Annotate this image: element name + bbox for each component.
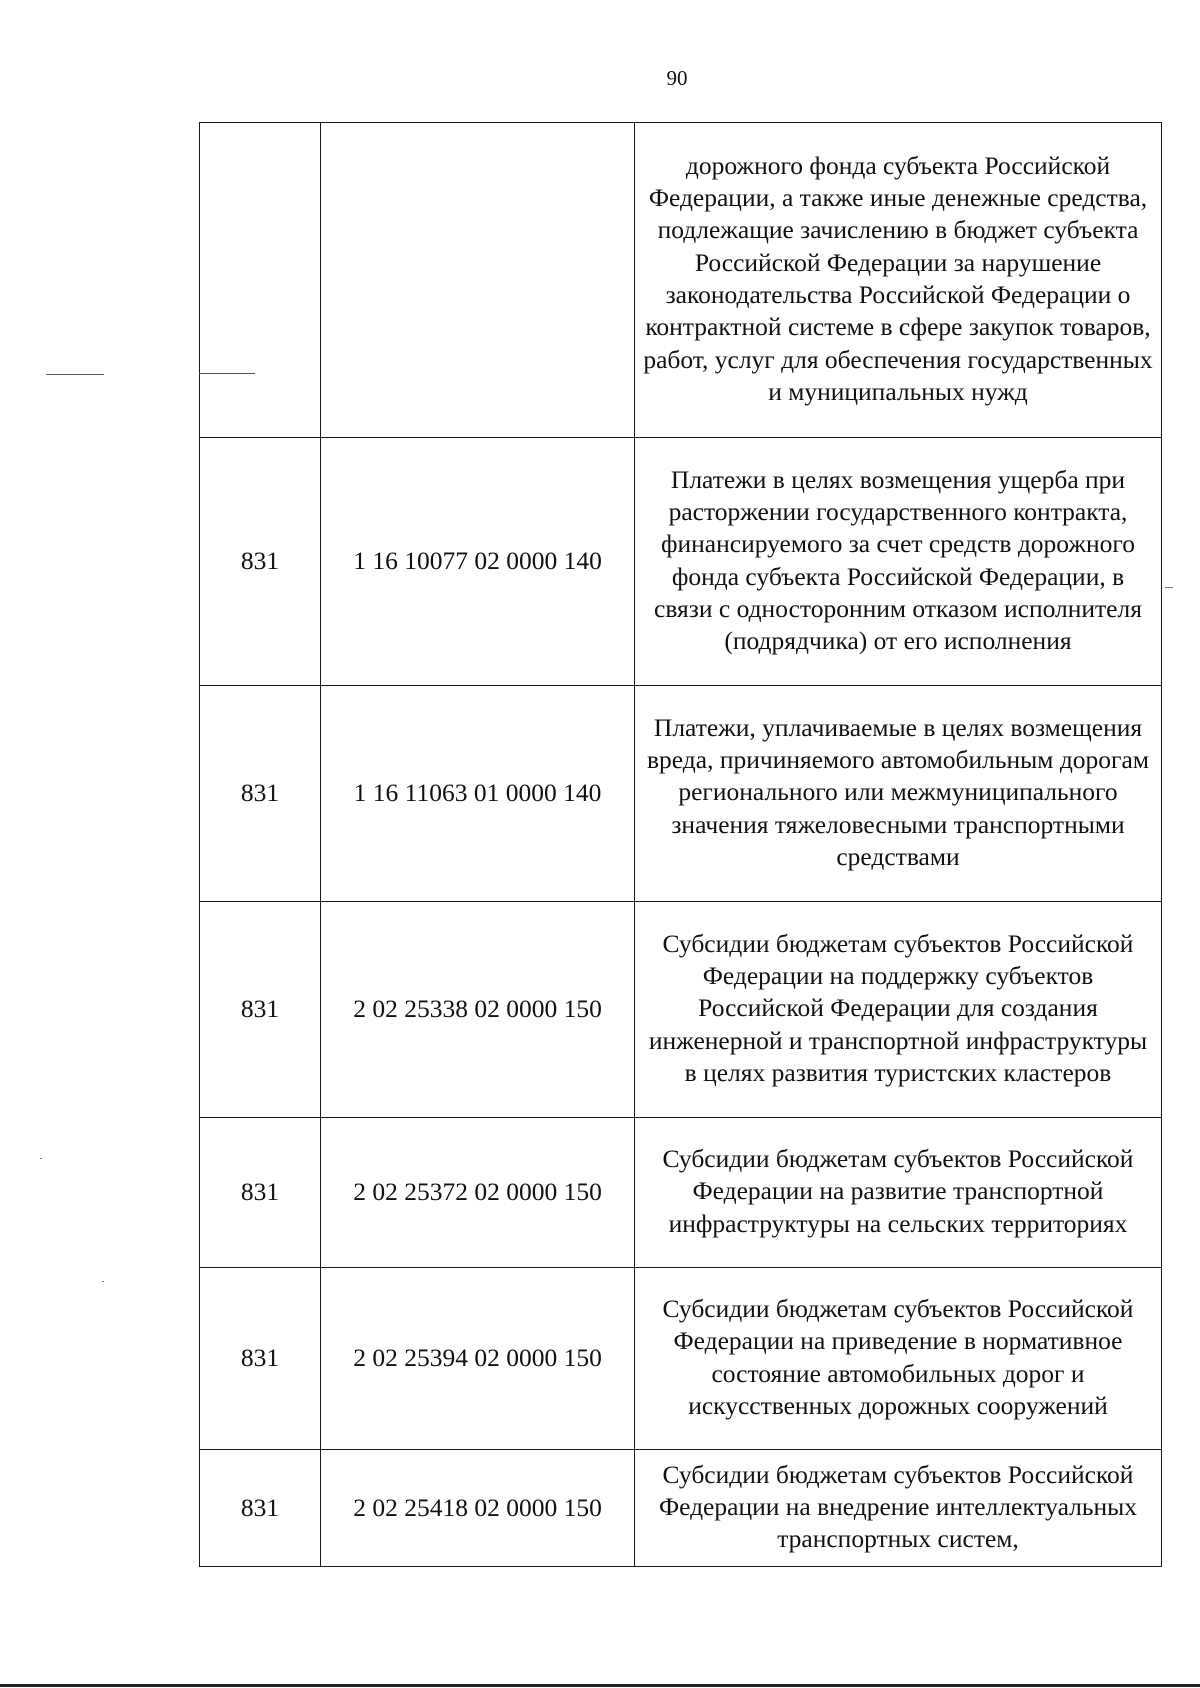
income-name-cell: Платежи, уплачиваемые в целях возмещения вреда, причиняемого автомобильным дорогам регионального или межмуниципального значения тяжеловесными транспортными средствами bbox=[635, 686, 1162, 902]
scan-artifact-line bbox=[199, 373, 255, 374]
budget-code-cell: 2 02 25418 02 0000 150 bbox=[321, 1450, 635, 1567]
income-name-cell: Субсидии бюджетам субъектов Российской Федерации на развитие транспортной инфраструктуры на сельских территориях bbox=[635, 1118, 1162, 1268]
scan-artifact-mark bbox=[40, 1158, 42, 1159]
table-row bbox=[200, 1450, 1162, 1567]
admin-code-cell: 831 bbox=[200, 1118, 321, 1268]
scan-artifact-line bbox=[46, 374, 104, 375]
budget-code-cell bbox=[321, 123, 635, 438]
budget-codes-table-container bbox=[199, 122, 1153, 1567]
budget-code-cell: 2 02 25338 02 0000 150 bbox=[321, 902, 635, 1118]
page-number: 90 bbox=[666, 66, 688, 90]
budget-code-cell: 2 02 25372 02 0000 150 bbox=[321, 1118, 635, 1268]
scan-artifact-mark bbox=[1165, 587, 1173, 588]
income-name-cell: дорожного фонда субъекта Российской Федерации, а также иные денежные средства, подлежащие зачислению в бюджет субъекта Российской Федерации за нарушение законодательства Российской Федерации о контрактной системе в сфере закупок товаров, работ, услуг для обеспечения государственных и муниципальных нужд bbox=[635, 123, 1162, 438]
table-row bbox=[200, 1268, 1162, 1450]
admin-code-cell: 831 bbox=[200, 902, 321, 1118]
income-name-cell: Субсидии бюджетам субъектов Российской Федерации на внедрение интеллектуальных транспортных систем, bbox=[635, 1450, 1162, 1567]
table-row bbox=[200, 686, 1162, 902]
table-row bbox=[200, 902, 1162, 1118]
budget-code-cell: 1 16 10077 02 0000 140 bbox=[321, 438, 635, 686]
budget-codes-table bbox=[199, 122, 1162, 1567]
income-name-cell: Субсидии бюджетам субъектов Российской Федерации на приведение в нормативное состояние автомобильных дорог и искусственных дорожных сооружений bbox=[635, 1268, 1162, 1450]
budget-code-cell: 2 02 25394 02 0000 150 bbox=[321, 1268, 635, 1450]
admin-code-cell bbox=[200, 123, 321, 438]
page-bottom-edge bbox=[0, 1684, 1200, 1687]
admin-code-cell: 831 bbox=[200, 438, 321, 686]
budget-code-cell: 1 16 11063 01 0000 140 bbox=[321, 686, 635, 902]
table-row bbox=[200, 438, 1162, 686]
income-name-cell: Субсидии бюджетам субъектов Российской Федерации на поддержку субъектов Российской Федерации для создания инженерной и транспортной инфраструктуры в целях развития туристских кластеров bbox=[635, 902, 1162, 1118]
scan-artifact-mark bbox=[102, 1281, 104, 1282]
admin-code-cell: 831 bbox=[200, 1450, 321, 1567]
income-name-cell: Платежи в целях возмещения ущерба при расторжении государственного контракта, финансируемого за счет средств дорожного фонда субъекта Российской Федерации, в связи с односторонним отказом исполнителя (подрядчика) от его исполнения bbox=[635, 438, 1162, 686]
admin-code-cell: 831 bbox=[200, 1268, 321, 1450]
table-row bbox=[200, 1118, 1162, 1268]
admin-code-cell: 831 bbox=[200, 686, 321, 902]
table-row bbox=[200, 123, 1162, 438]
